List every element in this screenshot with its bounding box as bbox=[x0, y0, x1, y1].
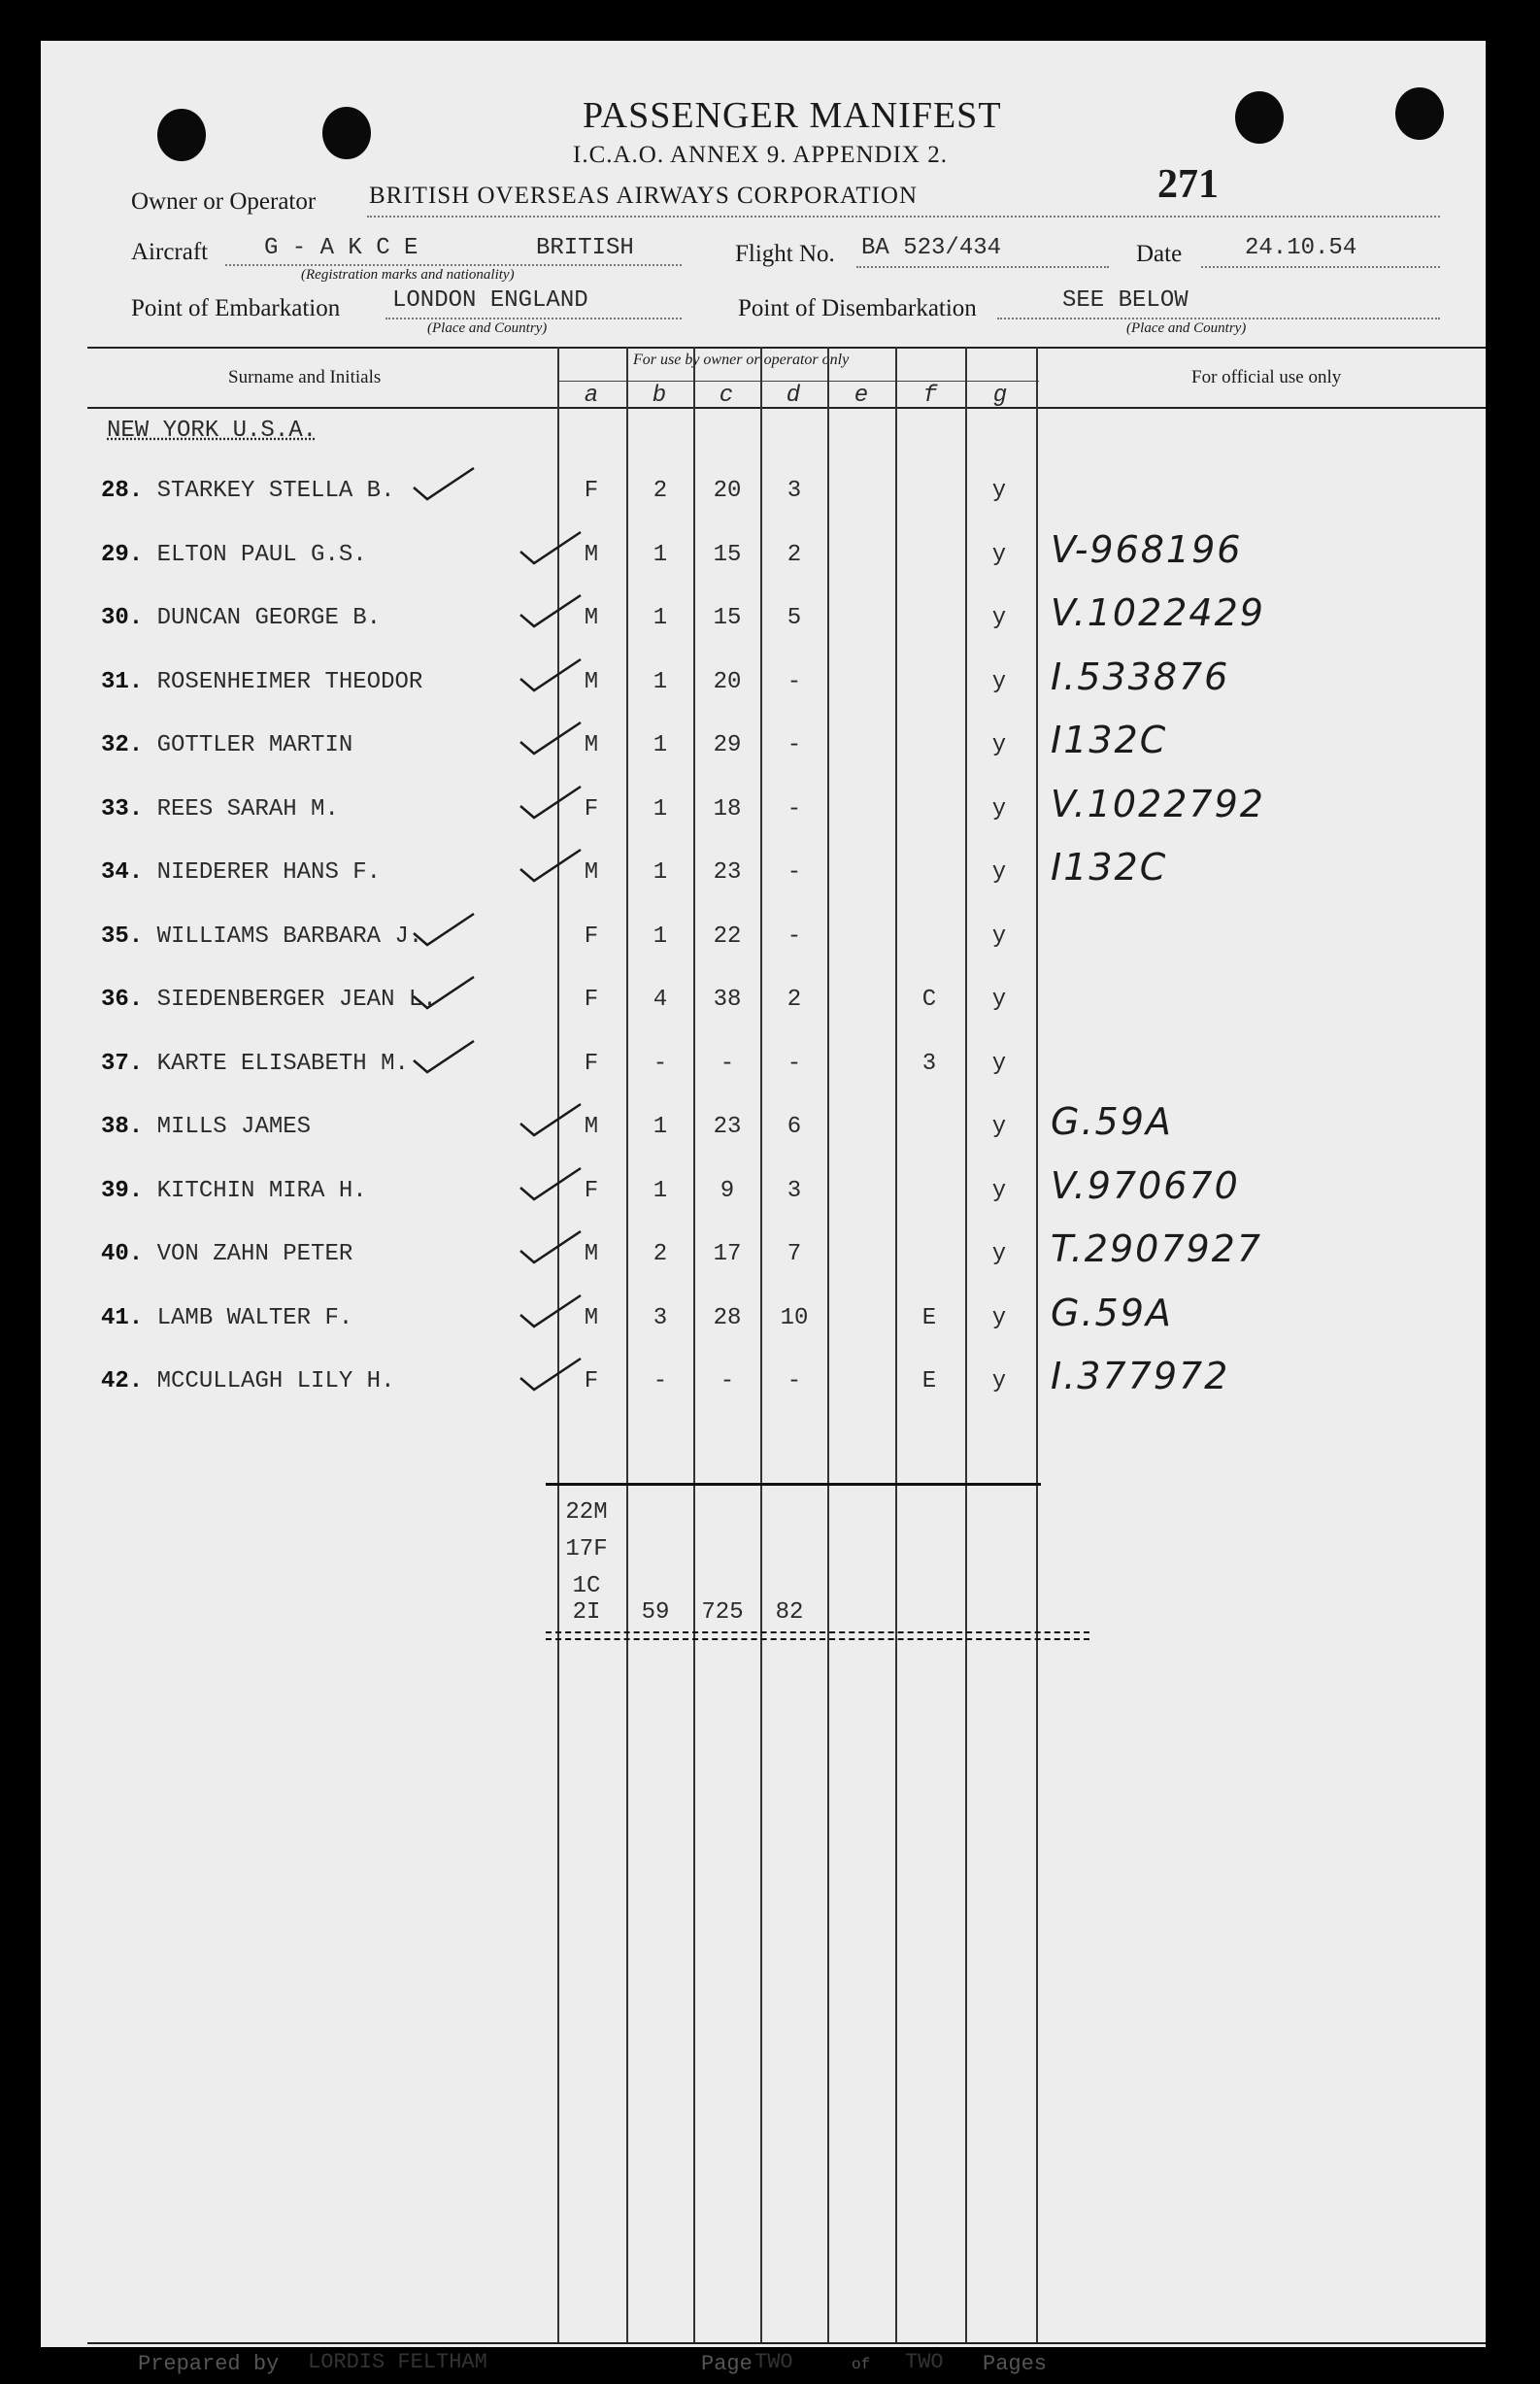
flight-dotted-line bbox=[856, 266, 1109, 268]
cell-a: F bbox=[584, 478, 599, 504]
passenger-name-text: NIEDERER HANS F. bbox=[156, 859, 382, 886]
official-column-header: For official use only bbox=[1191, 367, 1342, 387]
embarkation-dotted-line bbox=[385, 318, 682, 319]
cell-c: 15 bbox=[713, 542, 742, 568]
cell-g: y bbox=[991, 859, 1007, 886]
passenger-name bbox=[101, 1178, 367, 1204]
col-divider-b bbox=[626, 347, 628, 2342]
cell-c: 28 bbox=[713, 1305, 742, 1331]
page-label: Page bbox=[701, 2352, 753, 2376]
disembarkation-value: SEE BELOW bbox=[1062, 287, 1188, 314]
cell-b: 1 bbox=[653, 669, 668, 695]
passenger-number: 28. bbox=[101, 478, 144, 504]
cell-d: - bbox=[787, 732, 802, 758]
cell-f: C bbox=[921, 987, 937, 1013]
official-entry: G.59A bbox=[1051, 1100, 1173, 1143]
col-divider-c bbox=[693, 347, 695, 2342]
disembarkation-label: Point of Disembarkation bbox=[738, 295, 977, 321]
pages-label: Pages bbox=[983, 2352, 1048, 2376]
check-mark-icon bbox=[410, 973, 478, 1012]
subcol-d: d bbox=[786, 383, 801, 409]
aircraft-nationality: BRITISH bbox=[536, 235, 634, 261]
cell-d: 2 bbox=[787, 542, 802, 568]
cell-b: 4 bbox=[653, 987, 668, 1013]
col-divider-d bbox=[760, 347, 762, 2342]
col-divider-f bbox=[895, 347, 897, 2342]
passenger-number: 41. bbox=[101, 1305, 144, 1331]
passenger-name bbox=[101, 796, 339, 823]
passenger-number: 39. bbox=[101, 1178, 144, 1204]
col-divider-g bbox=[965, 347, 967, 2342]
owner-value: BRITISH OVERSEAS AIRWAYS CORPORATION bbox=[369, 183, 919, 209]
cell-d: - bbox=[787, 796, 802, 823]
check-mark-icon bbox=[410, 1037, 478, 1076]
cell-c: 20 bbox=[713, 669, 742, 695]
cell-g: y bbox=[991, 1178, 1007, 1204]
cell-a: M bbox=[584, 1114, 599, 1140]
cell-c: 9 bbox=[720, 1178, 735, 1204]
passenger-name bbox=[101, 859, 381, 886]
passenger-number: 32. bbox=[101, 732, 144, 758]
cell-a: M bbox=[584, 605, 599, 631]
passenger-name-text: ROSENHEIMER THEODOR bbox=[156, 669, 423, 695]
manifest-title: PASSENGER MANIFEST bbox=[583, 95, 1002, 136]
cell-d: - bbox=[787, 923, 802, 950]
passenger-name-text: KARTE ELISABETH M. bbox=[156, 1051, 409, 1077]
passenger-number: 29. bbox=[101, 542, 144, 568]
cell-a: F bbox=[584, 923, 599, 950]
aircraft-registration: G - A K C E bbox=[264, 235, 418, 261]
official-entry: V.970670 bbox=[1051, 1164, 1240, 1207]
flight-label: Flight No. bbox=[735, 241, 835, 267]
passenger-name bbox=[101, 987, 437, 1013]
passenger-name-text: VON ZAHN PETER bbox=[156, 1241, 353, 1267]
col-divider-e bbox=[827, 347, 829, 2342]
cell-b: 1 bbox=[653, 923, 668, 950]
subcol-c: c bbox=[719, 383, 734, 409]
cell-b: 1 bbox=[653, 1114, 668, 1140]
passenger-name-text: LAMB WALTER F. bbox=[156, 1305, 353, 1331]
cell-c: 22 bbox=[713, 923, 742, 950]
cell-b: - bbox=[653, 1368, 668, 1394]
official-entry: I.377972 bbox=[1051, 1355, 1230, 1397]
punch-hole-left-1 bbox=[157, 109, 206, 161]
punch-hole-left-2 bbox=[322, 107, 371, 159]
cell-a: F bbox=[584, 987, 599, 1013]
cell-g: y bbox=[991, 669, 1007, 695]
passenger-number: 30. bbox=[101, 605, 144, 631]
manifest-sheet bbox=[41, 41, 1486, 2376]
col-divider-official bbox=[1036, 347, 1038, 2342]
cell-g: y bbox=[991, 1241, 1007, 1267]
embarkation-value: LONDON ENGLAND bbox=[392, 287, 588, 314]
cell-a: M bbox=[584, 732, 599, 758]
passenger-name bbox=[101, 542, 367, 568]
cell-b: 1 bbox=[653, 542, 668, 568]
check-mark-icon bbox=[410, 464, 478, 503]
cell-f: 3 bbox=[921, 1051, 937, 1077]
official-entry: V-968196 bbox=[1051, 528, 1243, 571]
page-value: TWO bbox=[754, 2350, 793, 2374]
official-entry: T.2907927 bbox=[1051, 1227, 1263, 1270]
cell-a: M bbox=[584, 859, 599, 886]
passenger-name-text: WILLIAMS BARBARA J. bbox=[156, 923, 423, 950]
cell-c: - bbox=[720, 1051, 735, 1077]
col-divider-a bbox=[557, 347, 559, 2342]
cell-g: y bbox=[991, 1305, 1007, 1331]
embarkation-note: (Place and Country) bbox=[427, 320, 548, 336]
cell-c: 23 bbox=[713, 859, 742, 886]
official-entry: I132C bbox=[1051, 719, 1168, 761]
passenger-number: 40. bbox=[101, 1241, 144, 1267]
punch-hole-right-1 bbox=[1235, 91, 1284, 144]
cell-b: 1 bbox=[653, 859, 668, 886]
cell-d: 5 bbox=[787, 605, 802, 631]
page-number: 271 bbox=[1157, 162, 1219, 207]
passenger-name bbox=[101, 732, 352, 758]
cell-g: y bbox=[991, 987, 1007, 1013]
disembarkation-dotted-line bbox=[997, 318, 1440, 319]
cell-d: 3 bbox=[787, 478, 802, 504]
totals-bottom-rule-1 bbox=[546, 1631, 1089, 1633]
cell-c: 23 bbox=[713, 1114, 742, 1140]
cell-d: - bbox=[787, 1051, 802, 1077]
cell-b: 3 bbox=[653, 1305, 668, 1331]
footer-rule bbox=[87, 2342, 1486, 2344]
cell-d: - bbox=[787, 669, 802, 695]
cell-a: F bbox=[584, 796, 599, 823]
cell-b: 1 bbox=[653, 605, 668, 631]
passenger-name-text: SIEDENBERGER JEAN L. bbox=[156, 987, 437, 1013]
subcol-e: e bbox=[854, 383, 869, 409]
official-entry: I132C bbox=[1051, 846, 1168, 889]
cell-b: - bbox=[653, 1051, 668, 1077]
passenger-name bbox=[101, 669, 422, 695]
cell-g: y bbox=[991, 796, 1007, 823]
cell-g: y bbox=[991, 732, 1007, 758]
cell-g: y bbox=[991, 478, 1007, 504]
cell-f: E bbox=[921, 1305, 937, 1331]
cell-a: M bbox=[584, 1305, 599, 1331]
cell-b: 2 bbox=[653, 478, 668, 504]
date-label: Date bbox=[1136, 241, 1183, 267]
cell-a: F bbox=[584, 1178, 599, 1204]
total-male: 22M bbox=[565, 1499, 608, 1526]
total-d: 82 bbox=[775, 1599, 804, 1626]
aircraft-note: (Registration marks and nationality) bbox=[301, 267, 515, 283]
cell-g: y bbox=[991, 1368, 1007, 1394]
passenger-name-text: ELTON PAUL G.S. bbox=[156, 542, 367, 568]
cell-b: 1 bbox=[653, 1178, 668, 1204]
cell-b: 1 bbox=[653, 732, 668, 758]
cell-d: 2 bbox=[787, 987, 802, 1013]
prepared-by-label: Prepared by bbox=[138, 2352, 280, 2376]
cell-a: M bbox=[584, 669, 599, 695]
pages-value: TWO bbox=[905, 2350, 944, 2374]
total-female: 17F bbox=[565, 1536, 608, 1562]
passenger-name bbox=[101, 478, 394, 504]
cell-d: 10 bbox=[780, 1305, 809, 1331]
date-dotted-line bbox=[1201, 266, 1440, 268]
cell-g: y bbox=[991, 605, 1007, 631]
passenger-number: 31. bbox=[101, 669, 144, 695]
check-mark-icon bbox=[410, 910, 478, 949]
cell-c: - bbox=[720, 1368, 735, 1394]
passenger-number: 33. bbox=[101, 796, 144, 823]
passenger-name-text: DUNCAN GEORGE B. bbox=[156, 605, 382, 631]
official-entry: G.59A bbox=[1051, 1292, 1173, 1334]
passenger-name-text: MILLS JAMES bbox=[156, 1114, 312, 1140]
official-entry: V.1022429 bbox=[1051, 591, 1265, 634]
of-label: of bbox=[852, 2356, 871, 2373]
passenger-name-text: KITCHIN MIRA H. bbox=[156, 1178, 367, 1204]
passenger-name bbox=[101, 1241, 352, 1267]
cell-a: F bbox=[584, 1051, 599, 1077]
flight-value: BA 523/434 bbox=[861, 235, 1002, 261]
owner-label: Owner or Operator bbox=[131, 188, 317, 215]
passenger-number: 36. bbox=[101, 987, 144, 1013]
cell-c: 17 bbox=[713, 1241, 742, 1267]
total-child: 1C bbox=[572, 1573, 601, 1599]
total-a: 2I bbox=[572, 1599, 601, 1626]
official-entry: V.1022792 bbox=[1051, 783, 1265, 825]
cell-d: 7 bbox=[787, 1241, 802, 1267]
prepared-by-value: LORDIS FELTHAM bbox=[308, 2350, 487, 2374]
cell-g: y bbox=[991, 1051, 1007, 1077]
cell-b: 2 bbox=[653, 1241, 668, 1267]
annex-line: I.C.A.O. ANNEX 9. APPENDIX 2. bbox=[573, 142, 948, 168]
passenger-name bbox=[101, 923, 422, 950]
cell-c: 38 bbox=[713, 987, 742, 1013]
cell-g: y bbox=[991, 1114, 1007, 1140]
passenger-number: 37. bbox=[101, 1051, 144, 1077]
date-value: 24.10.54 bbox=[1245, 235, 1357, 261]
passenger-name bbox=[101, 1305, 352, 1331]
cell-a: F bbox=[584, 1368, 599, 1394]
cell-d: - bbox=[787, 859, 802, 886]
cell-c: 29 bbox=[713, 732, 742, 758]
aircraft-dotted-line bbox=[225, 264, 682, 266]
table-top-rule bbox=[87, 347, 1486, 349]
passenger-number: 34. bbox=[101, 859, 144, 886]
total-c: 725 bbox=[701, 1599, 744, 1626]
total-b: 59 bbox=[641, 1599, 670, 1626]
totals-top-rule bbox=[546, 1483, 1041, 1486]
operator-column-header: For use by owner or operator only bbox=[633, 352, 850, 368]
cell-g: y bbox=[991, 923, 1007, 950]
passenger-name bbox=[101, 605, 381, 631]
passenger-name-text: MCCULLAGH LILY H. bbox=[156, 1368, 395, 1394]
subcol-b: b bbox=[652, 383, 667, 409]
owner-dotted-line bbox=[367, 216, 1440, 218]
passenger-name-text: GOTTLER MARTIN bbox=[156, 732, 353, 758]
disembarkation-note: (Place and Country) bbox=[1126, 320, 1247, 336]
passenger-name bbox=[101, 1368, 394, 1394]
subcol-g: g bbox=[992, 383, 1008, 409]
embarkation-label: Point of Embarkation bbox=[131, 295, 341, 321]
subcol-a: a bbox=[584, 383, 599, 409]
cell-f: E bbox=[921, 1368, 937, 1394]
aircraft-label: Aircraft bbox=[131, 239, 209, 265]
passenger-number: 38. bbox=[101, 1114, 144, 1140]
cell-d: 3 bbox=[787, 1178, 802, 1204]
cell-d: 6 bbox=[787, 1114, 802, 1140]
cell-c: 20 bbox=[713, 478, 742, 504]
surname-column-header: Surname and Initials bbox=[228, 367, 382, 387]
passenger-number: 35. bbox=[101, 923, 144, 950]
subcol-f: f bbox=[922, 383, 938, 409]
cell-a: M bbox=[584, 1241, 599, 1267]
passenger-number: 42. bbox=[101, 1368, 144, 1394]
cell-g: y bbox=[991, 542, 1007, 568]
cell-b: 1 bbox=[653, 796, 668, 823]
cell-d: - bbox=[787, 1368, 802, 1394]
passenger-name bbox=[101, 1051, 409, 1077]
cell-c: 18 bbox=[713, 796, 742, 823]
cell-c: 15 bbox=[713, 605, 742, 631]
cell-a: M bbox=[584, 542, 599, 568]
punch-hole-right-2 bbox=[1395, 87, 1444, 140]
passenger-name-text: REES SARAH M. bbox=[156, 796, 339, 823]
passenger-name bbox=[101, 1114, 311, 1140]
totals-bottom-rule-2 bbox=[546, 1638, 1089, 1640]
official-entry: I.533876 bbox=[1051, 655, 1230, 698]
passenger-name-text: STARKEY STELLA B. bbox=[156, 478, 395, 504]
destination-heading: NEW YORK U.S.A. bbox=[107, 418, 318, 444]
